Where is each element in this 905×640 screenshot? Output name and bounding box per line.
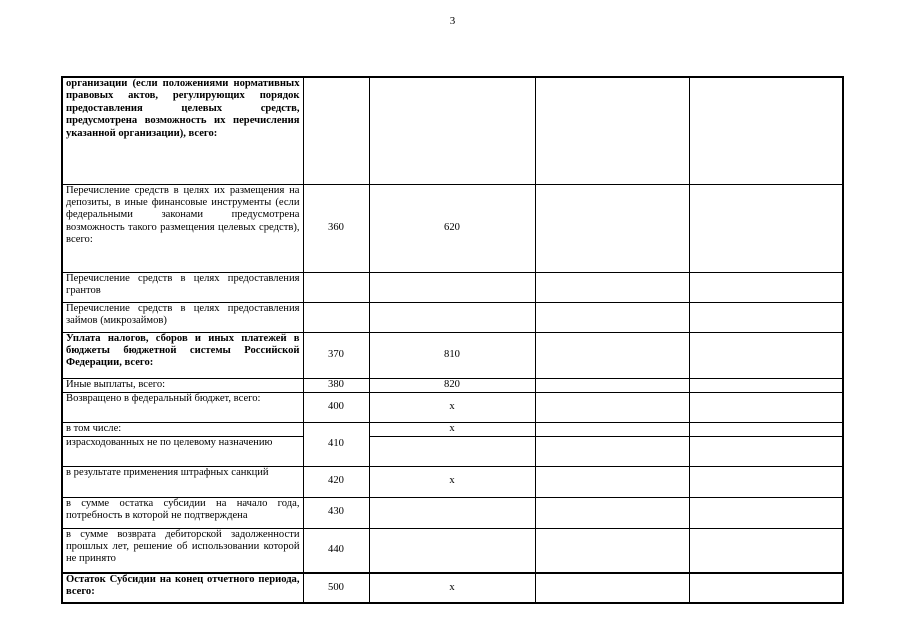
row-value-cell xyxy=(689,272,843,302)
table-row xyxy=(62,573,843,603)
row-value-cell xyxy=(689,466,843,497)
row-value-cell xyxy=(689,573,843,603)
page-number: 3 xyxy=(449,15,456,27)
row-value-cell xyxy=(535,497,689,528)
row-value-cell xyxy=(535,272,689,302)
row-code-cell xyxy=(303,302,369,332)
row-value-cell xyxy=(689,378,843,392)
row-kosgu-cell: х xyxy=(369,392,535,422)
table-row xyxy=(62,332,843,378)
table-row xyxy=(62,77,843,184)
row-name-cell: в сумме остатка субсидии на начало года, потребность в которой не подтверждена xyxy=(62,497,303,528)
row-name-cell: Перечисление средств в целях их размещения на депозиты, в иные финансовые инструменты (если федеральными законами предусмотрена возможность такого размещения целевых средств), всего: xyxy=(62,184,303,272)
row-kosgu-cell: х xyxy=(369,573,535,603)
row-name-cell: Возвращено в федеральный бюджет, всего: xyxy=(62,392,303,422)
row-name-cell: Перечисление средств в целях предоставления грантов xyxy=(62,272,303,302)
row-value-cell xyxy=(689,497,843,528)
row-value-cell xyxy=(689,528,843,573)
row-name-cell: Иные выплаты, всего: xyxy=(62,378,303,392)
row-value-cell xyxy=(535,378,689,392)
row-kosgu-cell xyxy=(369,497,535,528)
row-kosgu-cell xyxy=(369,528,535,573)
row-value-cell xyxy=(535,77,689,184)
row-value-cell xyxy=(689,436,843,466)
row-kosgu-cell xyxy=(369,77,535,184)
row-name-cell: Остаток Субсидии на конец отчетного периода, всего: xyxy=(62,573,303,603)
row-value-cell xyxy=(535,184,689,272)
row-value-cell xyxy=(689,332,843,378)
row-code-cell: 370 xyxy=(303,332,369,378)
row-kosgu-cell xyxy=(369,272,535,302)
table-row xyxy=(62,422,843,436)
row-kosgu-cell: х xyxy=(369,422,535,436)
row-value-cell xyxy=(689,184,843,272)
row-value-cell xyxy=(535,302,689,332)
row-value-cell xyxy=(535,466,689,497)
row-code-cell: 410 xyxy=(303,422,369,466)
row-value-cell xyxy=(689,422,843,436)
row-value-cell xyxy=(535,332,689,378)
table-row xyxy=(62,392,843,422)
row-name-cell: в том числе: xyxy=(62,422,303,436)
row-kosgu-cell: 620 xyxy=(369,184,535,272)
table-row xyxy=(62,497,843,528)
row-code-cell: 380 xyxy=(303,378,369,392)
table-row xyxy=(62,466,843,497)
row-kosgu-cell: 810 xyxy=(369,332,535,378)
row-name-cell: в сумме возврата дебиторской задолженности прошлых лет, решение об использовании которой не принято xyxy=(62,528,303,573)
row-code-cell: 420 xyxy=(303,466,369,497)
row-name-cell: организации (если положениями нормативных правовых актов, регулирующих порядок предоставления целевых средств, предусмотрена возможность их перечисления указанной организации), всего: xyxy=(62,77,303,184)
row-code-cell: 400 xyxy=(303,392,369,422)
row-value-cell xyxy=(535,392,689,422)
row-code-cell: 360 xyxy=(303,184,369,272)
row-name-cell: израсходованных не по целевому назначению xyxy=(62,436,303,466)
row-value-cell xyxy=(689,77,843,184)
row-code-cell xyxy=(303,272,369,302)
row-value-cell xyxy=(535,422,689,436)
row-value-cell xyxy=(535,436,689,466)
row-name-cell: Перечисление средств в целях предоставления займов (микрозаймов) xyxy=(62,302,303,332)
row-kosgu-cell: 820 xyxy=(369,378,535,392)
subsidy-report-table xyxy=(61,76,844,604)
table-row xyxy=(62,272,843,302)
row-kosgu-cell xyxy=(369,302,535,332)
row-kosgu-cell: х xyxy=(369,466,535,497)
table-row xyxy=(62,378,843,392)
table-row xyxy=(62,184,843,272)
row-value-cell xyxy=(689,392,843,422)
row-code-cell: 440 xyxy=(303,528,369,573)
row-name-cell: Уплата налогов, сборов и иных платежей в бюджеты бюджетной системы Российской Федерации, всего: xyxy=(62,332,303,378)
row-value-cell xyxy=(689,302,843,332)
row-code-cell: 500 xyxy=(303,573,369,603)
row-value-cell xyxy=(535,528,689,573)
row-value-cell xyxy=(535,573,689,603)
table-row xyxy=(62,436,843,466)
table-row xyxy=(62,302,843,332)
table-row xyxy=(62,528,843,573)
row-name-cell: в результате применения штрафных санкций xyxy=(62,466,303,497)
row-code-cell xyxy=(303,77,369,184)
row-kosgu-cell xyxy=(369,436,535,466)
row-code-cell: 430 xyxy=(303,497,369,528)
